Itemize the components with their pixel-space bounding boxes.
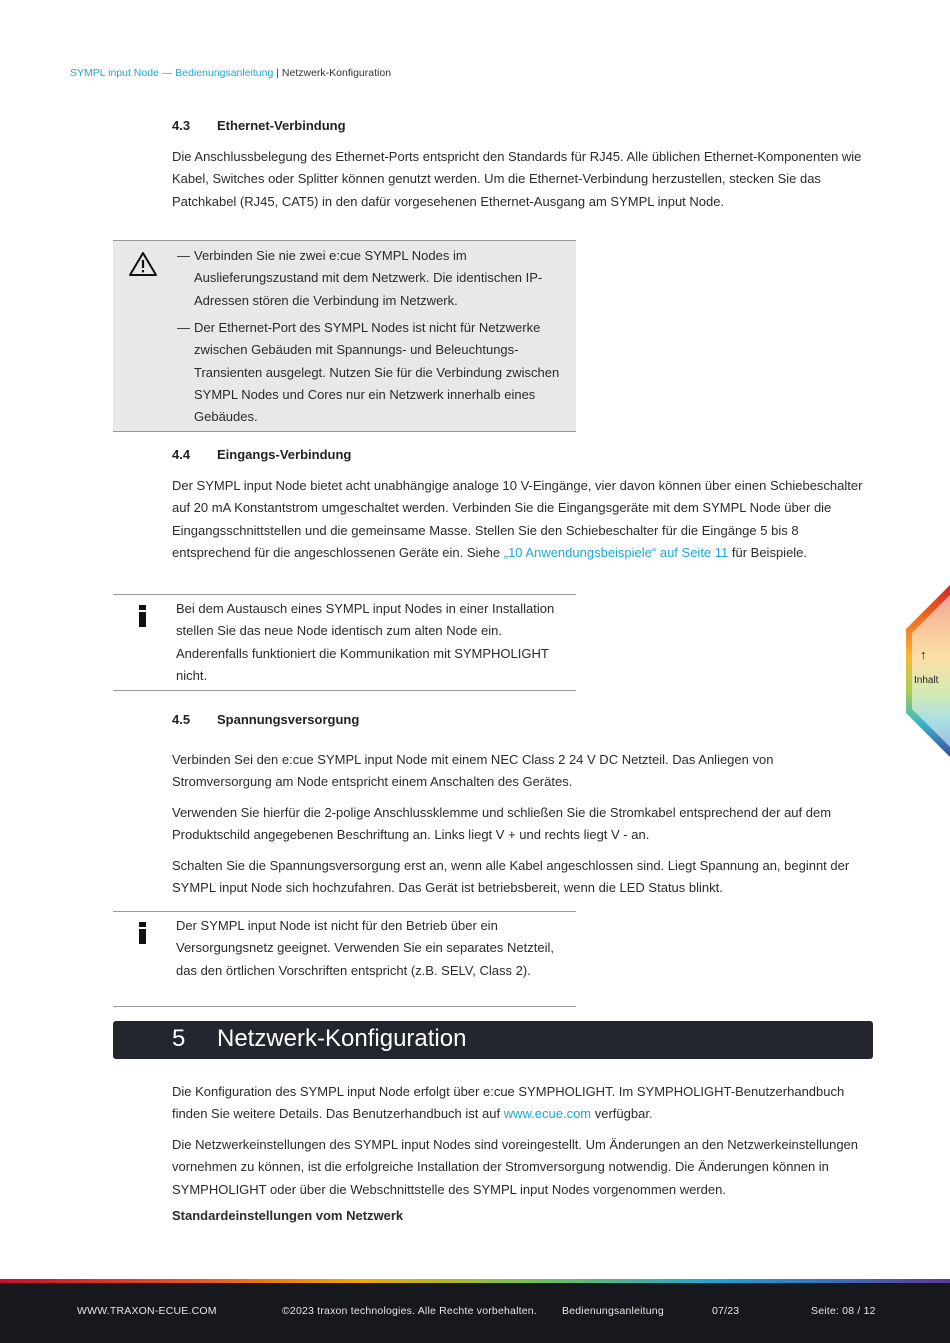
footer-copyright: ©2023 traxon technologies. Alle Rechte vorbehalten. [282,1305,537,1317]
footer-doc-type: Bedienungsanleitung [562,1305,664,1317]
page-footer [0,1279,950,1343]
cross-reference-link[interactable]: „10 Anwendungsbeispiele“ auf Seite 11 [503,544,729,560]
running-header [70,67,391,79]
header-separator: | [273,67,282,79]
warning-box [113,240,576,432]
info-note-box [113,911,576,1007]
footer-color-stripe [0,1279,950,1283]
chapter-heading-bar [113,1021,873,1059]
section-heading-4-3 [172,118,874,133]
section-heading-4-4 [172,447,874,462]
paragraph: Schalten Sie die Spannungsversorgung erst an, wenn alle Kabel angeschlossen sind. Liegt Spannung an, beginnt der SYMPL input Node sich hochzufahren. Das Gerät ist betriebsbereit, wenn die LED Status blinkt. [172,858,850,896]
paragraph-text: Der SYMPL input Node bietet acht unabhängige analoge 10 V-Eingänge, vier davon können über einen Schiebeschalter auf 20 mA Konstantstrom umgeschaltet werden. Verbinden Sie die Eingangsgeräte mit dem SYMPL Node über die Eingangsschnittstellen und die gemeinsame Masse. Stellen Sie den Schiebeschalter für die Eingänge 5 bis 8 entsprechend für die angeschlossenen Geräte ein. Siehe [172,478,863,560]
chapter-5-body [172,1081,874,1227]
table-of-contents-tab[interactable] [903,585,950,787]
footer-website[interactable]: WWW.TRAXON-ECUE.COM [77,1305,217,1317]
paragraph [172,475,874,564]
section-number: 4.4 [172,447,191,462]
website-link[interactable]: www.ecue.com [503,1106,592,1122]
warning-item-text: Der Ethernet-Port des SYMPL Nodes ist nicht für Netzwerke zwischen Gebäuden mit Spannungs- und Beleuchtungs-Transienten ausgelegt. Nutzen Sie für die Verbindung zwischen SYMPL Nodes und Cores nur ein Netzwerk innerhalb eines Gebäudes. [194,320,560,425]
dash: — [177,320,190,335]
section-4-4-body [172,475,874,564]
paragraph-tail: verfügbar. [591,1106,653,1122]
section-heading-4-5 [172,712,874,727]
arrow-up-icon: ↑ [920,647,927,662]
section-title: Eingangs-Verbindung [217,447,352,462]
section-number: 4.3 [172,118,191,133]
subheading: Standardeinstellungen vom Netzwerk [172,1207,404,1223]
paragraph [172,1081,874,1126]
note-text: Der SYMPL input Node ist nicht für den Betrieb über ein Versorgungsnetz geeignet. Verwenden Sie ein separates Netzteil, das den örtlichen Vorschriften entspricht (z.B. SELV, Class 2). [176,918,554,978]
warning-item [177,245,567,312]
note-text: Bei dem Austausch eines SYMPL input Nodes in einer Installation stellen Sie das neue Node identisch zum alten Node ein. Anderenfalls funktioniert die Kommunikation mit SYMPHOLIGHT nicht. [176,601,555,683]
header-doc-title[interactable]: SYMPL input Node — Bedienungsanleitung [70,67,274,79]
paragraph: Die Anschlussbelegung des Ethernet-Ports entspricht den Standards für RJ45. Alle üblichen Ethernet-Komponenten wie Kabel, Switches oder Splitter können genutzt werden. Um die Ethernet-Verbindung herzustellen, stecken Sie das Patchkabel (RJ45, CAT5) in den dafür vorgesehenen Ethernet-Ausgang am SYMPL input Node. [172,149,862,209]
section-title: Spannungsversorgung [217,712,360,727]
side-tab-background [903,585,950,787]
chapter-number: 5 [172,1025,186,1052]
paragraph: Die Netzwerkeinstellungen des SYMPL input Nodes sind voreingestellt. Um Änderungen an den Netzwerkeinstellungen vornehmen zu können, ist die erfolgreiche Installation der Stromversorgung notwendig. Die Änderungen können in SYMPHOLIGHT oder über die Webschnittstelle des SYMPL input Nodes vorgenommen werden. [172,1137,859,1197]
header-section: Netzwerk-Konfiguration [281,67,392,79]
side-tab-label: Inhalt [914,675,939,686]
info-icon [137,605,149,627]
paragraph: Verwenden Sie hierfür die 2-polige Anschlussklemme und schließen Sie die Stromkabel entsprechend der auf dem Produktschild angegebenen Beschriftung an. Links liegt V + und rechts liegt V - an. [172,805,832,843]
section-title: Ethernet-Verbindung [217,118,346,133]
info-note-box [113,594,576,691]
chapter-title: Netzwerk-Konfiguration [217,1025,467,1052]
warning-triangle-icon [128,251,158,277]
footer-date: 07/23 [712,1305,740,1317]
dash: — [177,248,190,263]
warning-item-text: Verbinden Sie nie zwei e:cue SYMPL Nodes im Auslieferungszustand mit dem Netzwerk. Die identischen IP-Adressen stören die Verbindung im Netzwerk. [194,248,543,308]
warning-item [177,317,567,428]
paragraph-text: Die Konfiguration des SYMPL input Node erfolgt über e:cue SYMPHOLIGHT. Im SYMPHOLIGHT-Benutzerhandbuch finden Sie weitere Details. Das Benutzerhandbuch ist auf [172,1084,845,1122]
paragraph: Verbinden Sei den e:cue SYMPL input Node mit einem NEC Class 2 24 V DC Netzteil. Das Anliegen von Stromversorgung am Node entspricht einem Anschalten des Gerätes. [172,752,774,790]
info-icon [137,922,149,944]
footer-page-number: Seite: 08 / 12 [811,1305,876,1317]
section-4-3-body [172,146,874,213]
section-number: 4.5 [172,712,191,727]
paragraph-tail: für Beispiele. [728,544,808,560]
section-4-5-body [172,749,874,900]
